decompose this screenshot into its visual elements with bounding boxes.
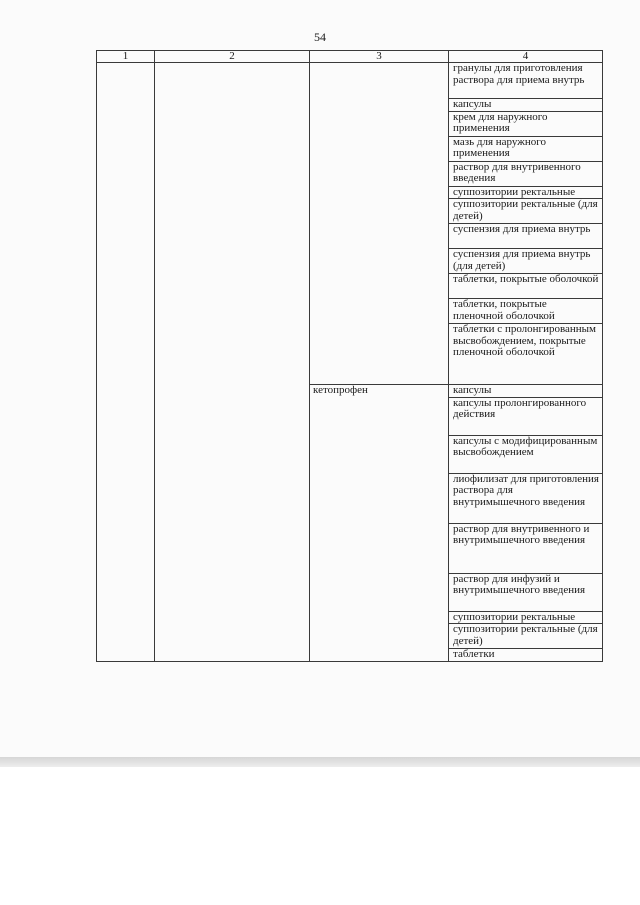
page-number: 54 xyxy=(314,30,326,44)
dosage-form-cell: мазь для наружного применения xyxy=(449,136,603,161)
dosage-form-cell: суспензия для приема внутрь (для детей) xyxy=(449,249,603,274)
table-body xyxy=(97,51,603,662)
dosage-form-cell: гранулы для приготовления раствора для приема внутрь xyxy=(449,63,603,99)
substance-name-cell: кетопрофен xyxy=(310,385,449,662)
dosage-form-cell: суппозитории ректальные xyxy=(449,611,603,624)
dosage-form-cell: крем для наружного применения xyxy=(449,111,603,136)
dosage-form-cell: раствор для внутривенного и внутримышечного введения xyxy=(449,523,603,573)
dosage-form-cell: суппозитории ректальные (для детей) xyxy=(449,199,603,224)
drug-forms-table xyxy=(96,50,603,662)
table-header-row xyxy=(97,51,603,63)
col2-cell xyxy=(155,63,310,662)
dosage-form-cell: лиофилизат для приготовления раствора для внутримышечного введения xyxy=(449,473,603,523)
dosage-form-cell: раствор для инфузий и внутримышечного введения xyxy=(449,573,603,611)
scan-edge-shadow xyxy=(0,757,640,767)
dosage-form-cell: раствор для внутривенного введения xyxy=(449,161,603,186)
dosage-form-cell: таблетки с пролонгированным высвобождением, покрытые пленочной оболочкой xyxy=(449,324,603,385)
dosage-form-cell: таблетки xyxy=(449,649,603,662)
substance-name-cell xyxy=(310,63,449,385)
dosage-form-cell: суппозитории ректальные xyxy=(449,186,603,199)
col1-cell xyxy=(97,63,155,662)
dosage-form-cell: таблетки, покрытые пленочной оболочкой xyxy=(449,299,603,324)
header-cell-col1: 1 xyxy=(97,51,155,63)
header-cell-col4: 4 xyxy=(449,51,603,63)
dosage-form-cell: таблетки, покрытые оболочкой xyxy=(449,274,603,299)
dosage-form-cell: суппозитории ректальные (для детей) xyxy=(449,624,603,649)
header-cell-col3: 3 xyxy=(310,51,449,63)
dosage-form-cell: капсулы с модифицированным высвобождением xyxy=(449,435,603,473)
table-row xyxy=(97,63,603,99)
dosage-form-cell: капсулы xyxy=(449,385,603,398)
dosage-form-cell: суспензия для приема внутрь xyxy=(449,224,603,249)
dosage-form-cell: капсулы xyxy=(449,99,603,112)
dosage-form-cell: капсулы пролонгированного действия xyxy=(449,397,603,435)
header-cell-col2: 2 xyxy=(155,51,310,63)
